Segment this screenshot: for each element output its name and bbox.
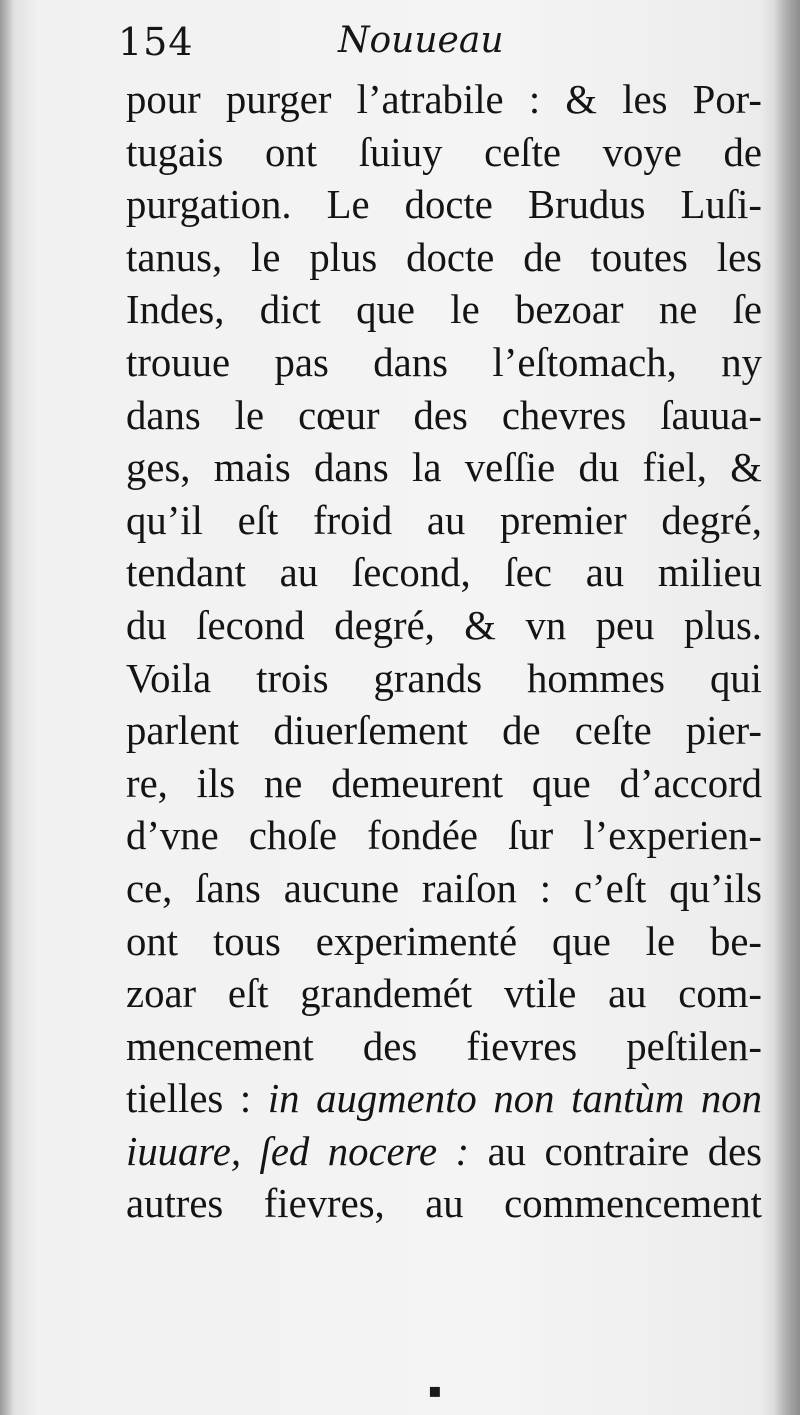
text-line: ont tous experimenté que le be- (126, 918, 762, 964)
text-line: purgation. Le docte Brudus Luſi- (126, 182, 762, 228)
text-line: autres fievres, au commencement (126, 1181, 762, 1227)
scan-shadow-left (0, 0, 14, 1415)
text-line-mixed (126, 1126, 762, 1179)
body-text (126, 74, 762, 1231)
printer-mark: ▪ (428, 1378, 442, 1402)
text-line: tugais ont ſuiuy ceſte voye de (126, 129, 762, 175)
text-line-mixed (126, 1073, 762, 1126)
text-line: mencement des fievres peſtilen- (126, 1023, 762, 1069)
text-line: re, ils ne demeurent que d’accord (126, 760, 762, 806)
text-line: pour purger l’atrabile : & les Por- (126, 77, 762, 122)
italic-segment: iuuare, ſed nocere : (126, 1128, 470, 1174)
text-line: ce, ſans aucune raiſon : c’eſt qu’ils (126, 865, 762, 911)
text-line: parlent diuerſement de ceſte pier- (126, 708, 762, 754)
text-line: zoar eſt grandemét vtile au com- (126, 971, 762, 1017)
text-line: tendant au ſecond, ſec au milieu (126, 550, 762, 596)
text-line: Indes, dict que le bezoar ne ſe (126, 287, 762, 333)
text-line: du ſecond degré, & vn peu plus. (126, 602, 762, 648)
roman-segment: au contraire des (469, 1128, 762, 1174)
running-head: Nouueau (338, 20, 504, 61)
text-line: qu’il eſt froid au premier degré, (126, 497, 762, 543)
scan-shadow-right (774, 0, 800, 1415)
page-number: 154 (118, 20, 194, 64)
text-line: d’vne choſe fondée ſur l’experien- (126, 813, 762, 859)
page-header (118, 14, 758, 74)
italic-segment: in augmento non tantùm non (267, 1076, 762, 1122)
text-line: Voila trois grands hommes qui (126, 655, 762, 701)
roman-segment: tielles : (126, 1076, 268, 1122)
text-line: trouue pas dans l’eſtomach, ny (126, 339, 762, 385)
text-line: tanus, le plus docte de toutes les (126, 234, 762, 280)
text-line: dans le cœur des chevres ſauua- (126, 392, 762, 438)
text-line: ges, mais dans la veſſie du fiel, & (126, 445, 762, 491)
